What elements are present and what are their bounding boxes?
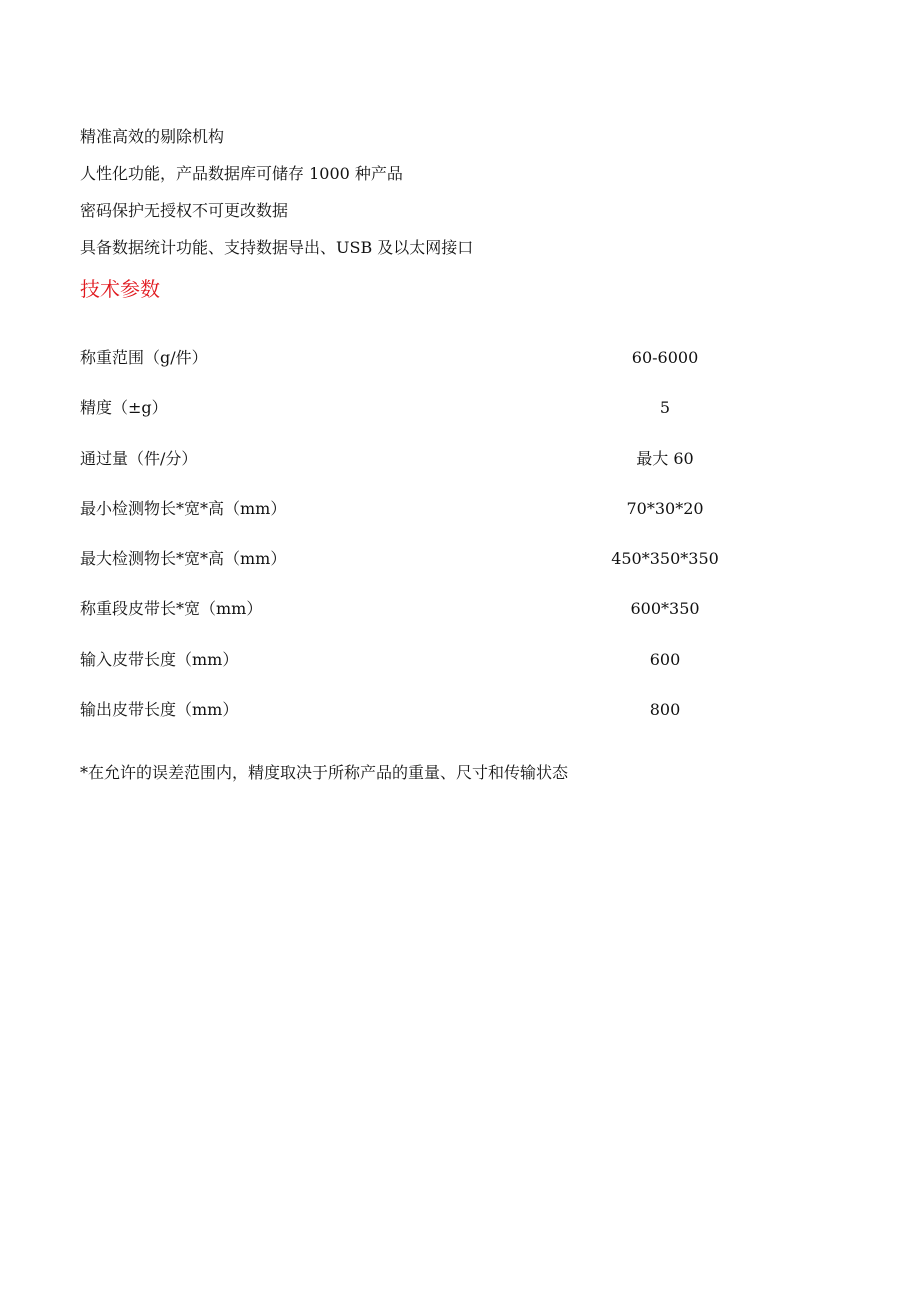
- feature-item: 精准高效的剔除机构: [80, 127, 225, 146]
- spec-row: [80, 534, 800, 584]
- spec-row: [80, 333, 800, 383]
- spec-label: 精度（±g）: [80, 398, 168, 418]
- feature-list: [80, 118, 473, 266]
- feature-item: 具备数据统计功能、支持数据导出、USB 及以太网接口: [80, 238, 474, 257]
- spec-label: 输入皮带长度（mm）: [80, 649, 239, 669]
- spec-value: 600: [649, 649, 681, 669]
- spec-value: 5: [659, 398, 671, 418]
- spec-value: 60-6000: [631, 348, 699, 367]
- spec-label: 称重段皮带长*宽（mm）: [80, 599, 263, 619]
- spec-value: 800: [649, 700, 681, 720]
- spec-label: 最大检测物长*宽*高（mm）: [80, 549, 287, 569]
- feature-item: 人性化功能，产品数据库可储存 1000 种产品: [80, 164, 403, 183]
- spec-label: 最小检测物长*宽*高（mm）: [80, 498, 287, 518]
- spec-row: [80, 635, 800, 685]
- feature-item: 密码保护无授权不可更改数据: [80, 201, 289, 220]
- spec-row: [80, 484, 800, 534]
- spec-label: 通过量（件/分）: [80, 448, 198, 468]
- spec-row: [80, 383, 800, 433]
- spec-value: 450*350*350: [611, 549, 719, 569]
- spec-row: [80, 685, 800, 735]
- spec-value: 最大 60: [636, 448, 694, 468]
- spec-table: [80, 333, 800, 735]
- spec-value: 70*30*20: [626, 498, 704, 518]
- spec-value: 600*350: [630, 599, 700, 619]
- footnote: *在允许的误差范围内，精度取决于所称产品的重量、尺寸和传输状态: [80, 763, 569, 782]
- spec-row: [80, 434, 800, 484]
- spec-row: [80, 584, 800, 634]
- spec-label: 输出皮带长度（mm）: [80, 700, 239, 720]
- spec-label: 称重范围（g/件）: [80, 348, 208, 367]
- section-title: 技术参数: [80, 277, 160, 301]
